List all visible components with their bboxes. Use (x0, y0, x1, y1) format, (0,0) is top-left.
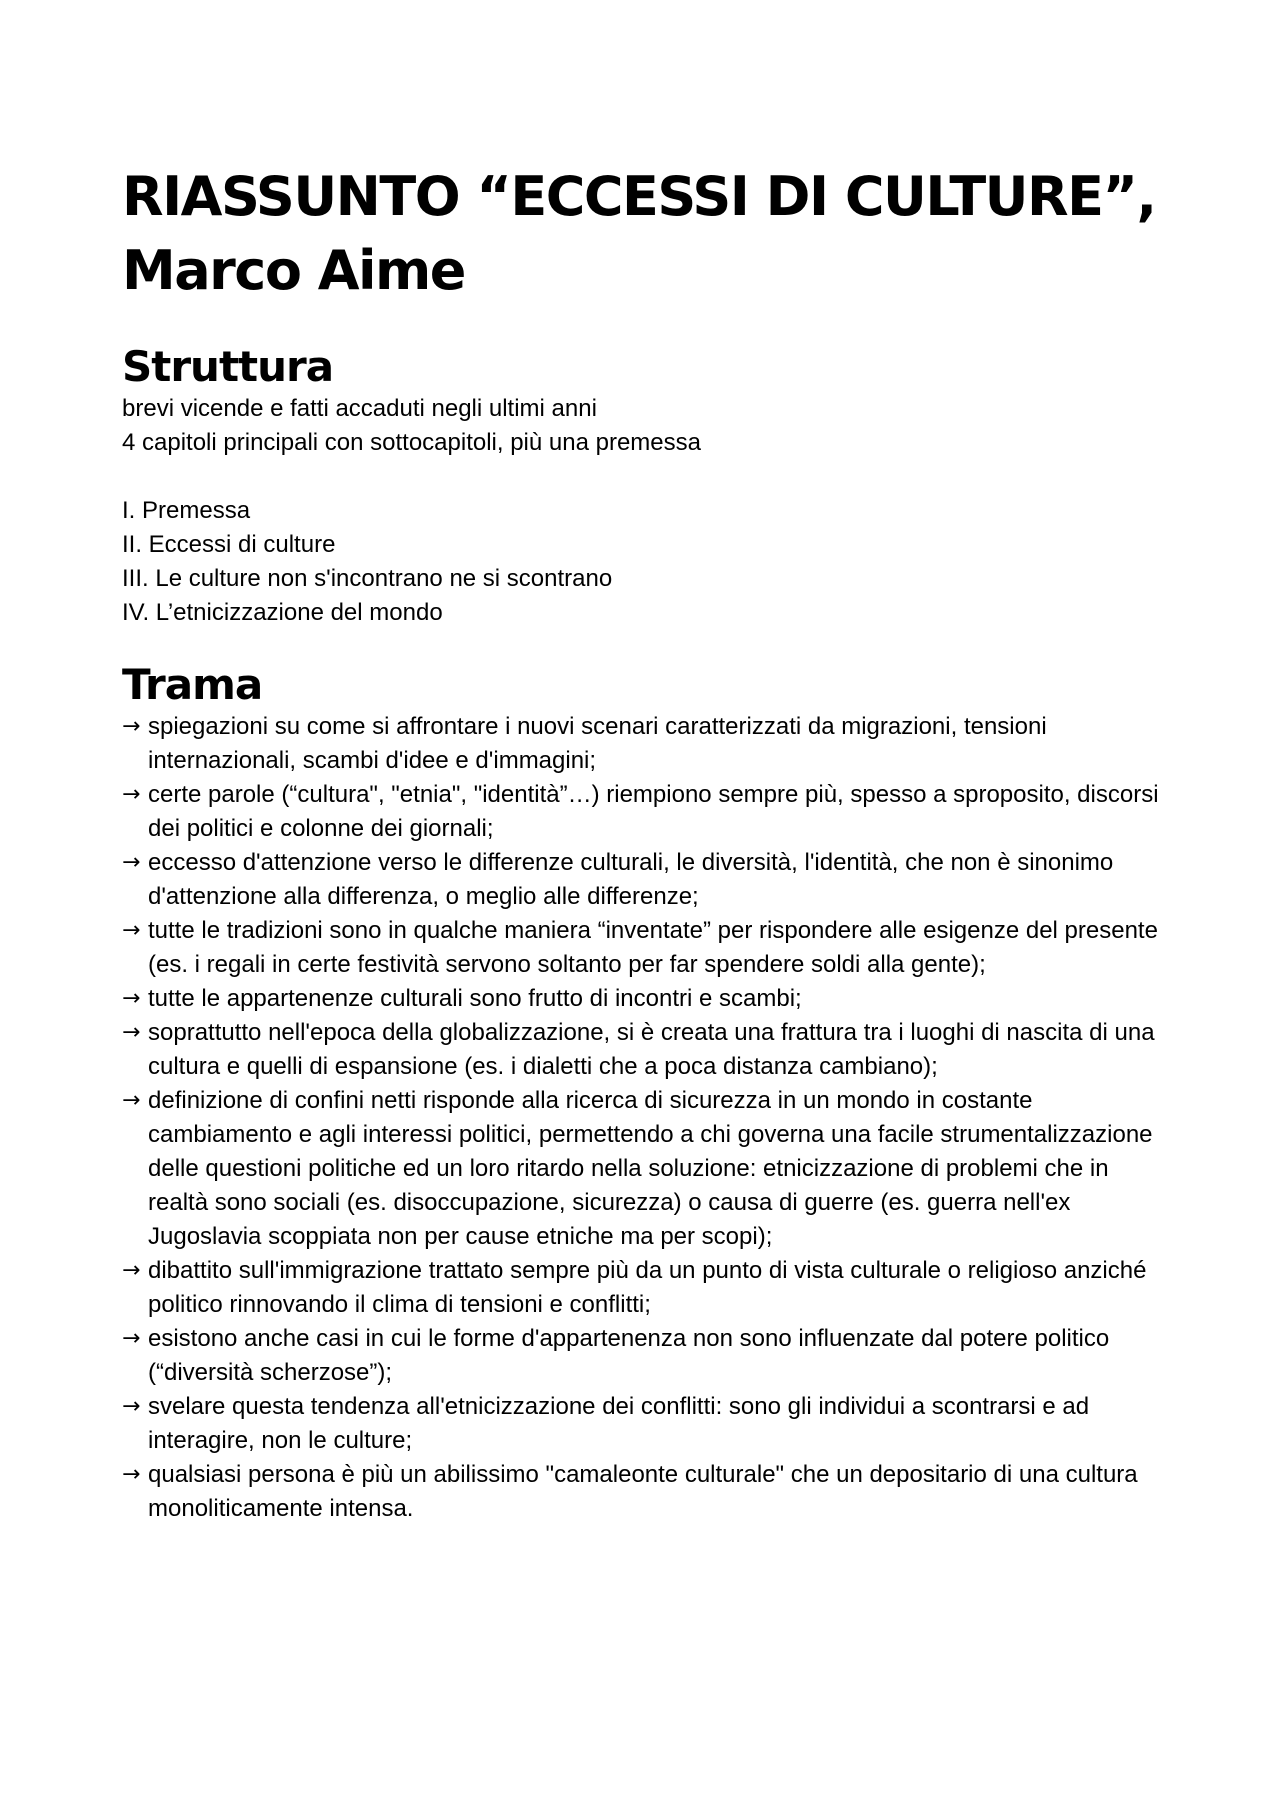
title-line-1: RIASSUNTO “ECCESSI DI CULTURE”, (122, 165, 1156, 228)
struttura-heading: Struttura (122, 342, 334, 391)
trama-heading: Trama (122, 660, 263, 709)
list-item (122, 982, 1172, 1016)
arrow-right-icon: → (122, 1394, 141, 1419)
list-item-text: spiegazioni su come si affrontare i nuovi scenari caratterizzati da migrazioni, tensioni internazionali, scambi d'idee e d'immagini; (148, 713, 1047, 774)
arrow-right-icon: → (122, 1020, 141, 1045)
arrow-right-icon: → (122, 986, 141, 1011)
document-page (122, 0, 1172, 1526)
chapter-2: II. Eccessi di culture (122, 531, 336, 558)
chapter-4: IV. L’etnicizzazione del mondo (122, 599, 443, 626)
list-item (122, 778, 1172, 846)
struttura-intro-1: brevi vicende e fatti accaduti negli ultimi anni (122, 395, 597, 422)
list-item (122, 914, 1172, 982)
arrow-right-icon: → (122, 782, 141, 807)
struttura-intro-2: 4 capitoli principali con sottocapitoli, più una premessa (122, 429, 701, 456)
list-item-text: qualsiasi persona è più un abilissimo "camaleonte culturale" che un depositario di una cultura monoliticamente intensa. (148, 1461, 1138, 1522)
list-item (122, 1390, 1172, 1458)
list-item-text: tutte le tradizioni sono in qualche maniera “inventate” per rispondere alle esigenze del presente (es. i regali in certe festività servono soltanto per far spendere soldi alla gente); (148, 917, 1158, 978)
title-line-2: Marco Aime (122, 239, 465, 302)
list-item-text: svelare questa tendenza all'etnicizzazione dei conflitti: sono gli individui a scontrarsi e ad interagire, non le culture; (148, 1393, 1090, 1454)
arrow-right-icon: → (122, 918, 141, 943)
list-item-text: dibattito sull'immigrazione trattato sempre più da un punto di vista culturale o religioso anziché politico rinnovando il clima di tensioni e conflitti; (148, 1257, 1147, 1318)
trama-list (122, 710, 1172, 1526)
arrow-right-icon: → (122, 1326, 141, 1351)
list-item (122, 1254, 1172, 1322)
chapter-1: I. Premessa (122, 497, 251, 524)
spacer (122, 460, 1172, 494)
arrow-right-icon: → (122, 1258, 141, 1283)
arrow-right-icon: → (122, 714, 141, 739)
arrow-right-icon: → (122, 850, 141, 875)
list-item-text: esistono anche casi in cui le forme d'appartenenza non sono influenzate dal potere politico (“diversità scherzose”); (148, 1325, 1110, 1386)
list-item (122, 710, 1172, 778)
arrow-right-icon: → (122, 1462, 141, 1487)
list-item (122, 1084, 1172, 1254)
list-item (122, 1016, 1172, 1084)
list-item-text: definizione di confini netti risponde alla ricerca di sicurezza in un mondo in costante cambiamento e agli interessi politici, permettendo a chi governa una facile strumentalizzazione delle questioni politiche ed un loro ritardo nella soluzione: etnicizzazione di problemi che in realtà sono sociali (es. disoccupazione, sicurezza) o causa di guerre (es. guerra nell'ex Jugoslavia scoppiata non per cause etniche ma per scopi); (148, 1087, 1153, 1250)
list-item (122, 846, 1172, 914)
list-item (122, 1458, 1172, 1526)
list-item-text: eccesso d'attenzione verso le differenze culturali, le diversità, l'identità, che non è sinonimo d'attenzione alla differenza, o meglio alle differenze; (148, 849, 1114, 910)
list-item-text: certe parole (“cultura", "etnia", "identità”…) riempiono sempre più, spesso a sproposito, discorsi dei politici e colonne dei giornali; (148, 781, 1159, 842)
list-item (122, 1322, 1172, 1390)
chapter-3: III. Le culture non s'incontrano ne si scontrano (122, 565, 613, 592)
list-item-text: tutte le appartenenze culturali sono frutto di incontri e scambi; (148, 985, 802, 1012)
list-item-text: soprattutto nell'epoca della globalizzazione, si è creata una frattura tra i luoghi di nascita di una cultura e quelli di espansione (es. i dialetti che a poca distanza cambiano); (148, 1019, 1155, 1080)
document-title (122, 0, 1172, 308)
arrow-right-icon: → (122, 1088, 141, 1113)
